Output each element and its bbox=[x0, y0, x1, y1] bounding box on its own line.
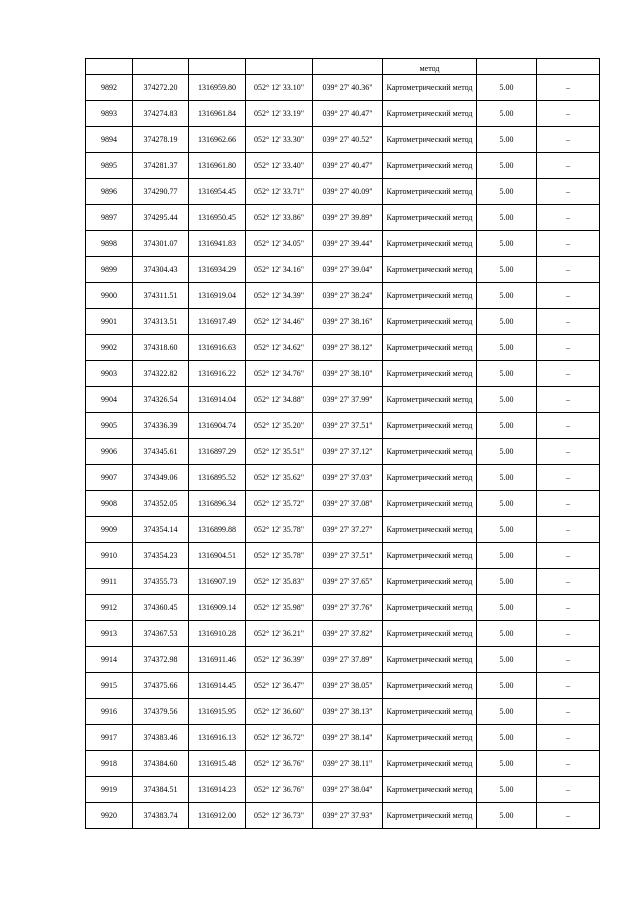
table-body bbox=[86, 59, 600, 829]
description-cell: – bbox=[537, 569, 600, 595]
x-coordinate-cell: 374304.43 bbox=[133, 257, 189, 283]
accuracy-cell: 5.00 bbox=[477, 491, 537, 517]
description-cell: – bbox=[537, 257, 600, 283]
y-coordinate-cell: 1316961.80 bbox=[189, 153, 246, 179]
y-coordinate-cell: 1316904.51 bbox=[189, 543, 246, 569]
table-cell bbox=[86, 59, 133, 75]
method-cell: Картометрический метод bbox=[383, 517, 477, 543]
description-cell: – bbox=[537, 465, 600, 491]
y-coordinate-cell: 1316904.74 bbox=[189, 413, 246, 439]
description-cell: – bbox=[537, 413, 600, 439]
table-cell bbox=[477, 59, 537, 75]
longitude-cell: 039° 27' 38.16" bbox=[313, 309, 383, 335]
y-coordinate-cell: 1316914.45 bbox=[189, 673, 246, 699]
longitude-cell: 039° 27' 39.89" bbox=[313, 205, 383, 231]
accuracy-cell: 5.00 bbox=[477, 439, 537, 465]
x-coordinate-cell: 374383.46 bbox=[133, 725, 189, 751]
table-row-continuation bbox=[86, 59, 600, 75]
accuracy-cell: 5.00 bbox=[477, 283, 537, 309]
accuracy-cell: 5.00 bbox=[477, 543, 537, 569]
longitude-cell: 039° 27' 38.24" bbox=[313, 283, 383, 309]
description-cell: – bbox=[537, 543, 600, 569]
table-row bbox=[86, 491, 600, 517]
longitude-cell: 039° 27' 38.14" bbox=[313, 725, 383, 751]
x-coordinate-cell: 374349.06 bbox=[133, 465, 189, 491]
x-coordinate-cell: 374384.60 bbox=[133, 751, 189, 777]
accuracy-cell: 5.00 bbox=[477, 595, 537, 621]
longitude-cell: 039° 27' 37.08" bbox=[313, 491, 383, 517]
description-cell: – bbox=[537, 725, 600, 751]
table-row bbox=[86, 75, 600, 101]
x-coordinate-cell: 374290.77 bbox=[133, 179, 189, 205]
latitude-cell: 052° 12' 34.88" bbox=[246, 387, 313, 413]
description-cell: – bbox=[537, 439, 600, 465]
x-coordinate-cell: 374295.44 bbox=[133, 205, 189, 231]
table-row bbox=[86, 517, 600, 543]
point-number-cell: 9907 bbox=[86, 465, 133, 491]
method-cell: Картометрический метод bbox=[383, 283, 477, 309]
table-row bbox=[86, 231, 600, 257]
accuracy-cell: 5.00 bbox=[477, 361, 537, 387]
method-cell: Картометрический метод bbox=[383, 439, 477, 465]
y-coordinate-cell: 1316934.29 bbox=[189, 257, 246, 283]
description-cell: – bbox=[537, 673, 600, 699]
latitude-cell: 052° 12' 34.76" bbox=[246, 361, 313, 387]
y-coordinate-cell: 1316962.66 bbox=[189, 127, 246, 153]
method-cell: Картометрический метод bbox=[383, 803, 477, 829]
x-coordinate-cell: 374372.98 bbox=[133, 647, 189, 673]
longitude-cell: 039° 27' 39.04" bbox=[313, 257, 383, 283]
accuracy-cell: 5.00 bbox=[477, 127, 537, 153]
latitude-cell: 052° 12' 35.98" bbox=[246, 595, 313, 621]
y-coordinate-cell: 1316916.22 bbox=[189, 361, 246, 387]
method-cell: Картометрический метод bbox=[383, 361, 477, 387]
table-row bbox=[86, 465, 600, 491]
accuracy-cell: 5.00 bbox=[477, 465, 537, 491]
x-coordinate-cell: 374322.82 bbox=[133, 361, 189, 387]
longitude-cell: 039° 27' 38.12" bbox=[313, 335, 383, 361]
point-number-cell: 9918 bbox=[86, 751, 133, 777]
method-cell: Картометрический метод bbox=[383, 335, 477, 361]
latitude-cell: 052° 12' 33.30" bbox=[246, 127, 313, 153]
accuracy-cell: 5.00 bbox=[477, 231, 537, 257]
point-number-cell: 9903 bbox=[86, 361, 133, 387]
point-number-cell: 9904 bbox=[86, 387, 133, 413]
accuracy-cell: 5.00 bbox=[477, 621, 537, 647]
latitude-cell: 052° 12' 36.73" bbox=[246, 803, 313, 829]
method-cell: Картометрический метод bbox=[383, 725, 477, 751]
accuracy-cell: 5.00 bbox=[477, 335, 537, 361]
point-number-cell: 9912 bbox=[86, 595, 133, 621]
x-coordinate-cell: 374311.51 bbox=[133, 283, 189, 309]
table-row bbox=[86, 309, 600, 335]
longitude-cell: 039° 27' 37.65" bbox=[313, 569, 383, 595]
description-cell: – bbox=[537, 621, 600, 647]
point-number-cell: 9913 bbox=[86, 621, 133, 647]
method-cell: Картометрический метод bbox=[383, 595, 477, 621]
y-coordinate-cell: 1316896.34 bbox=[189, 491, 246, 517]
description-cell: – bbox=[537, 595, 600, 621]
longitude-cell: 039° 27' 37.12" bbox=[313, 439, 383, 465]
longitude-cell: 039° 27' 37.89" bbox=[313, 647, 383, 673]
x-coordinate-cell: 374313.51 bbox=[133, 309, 189, 335]
description-cell: – bbox=[537, 699, 600, 725]
y-coordinate-cell: 1316961.84 bbox=[189, 101, 246, 127]
longitude-cell: 039° 27' 40.52" bbox=[313, 127, 383, 153]
table-row bbox=[86, 699, 600, 725]
table-row bbox=[86, 569, 600, 595]
method-cell: Картометрический метод bbox=[383, 127, 477, 153]
point-number-cell: 9901 bbox=[86, 309, 133, 335]
table-row bbox=[86, 387, 600, 413]
latitude-cell: 052° 12' 34.16" bbox=[246, 257, 313, 283]
table-row bbox=[86, 673, 600, 699]
y-coordinate-cell: 1316910.28 bbox=[189, 621, 246, 647]
y-coordinate-cell: 1316954.45 bbox=[189, 179, 246, 205]
y-coordinate-cell: 1316915.95 bbox=[189, 699, 246, 725]
point-number-cell: 9914 bbox=[86, 647, 133, 673]
x-coordinate-cell: 374354.23 bbox=[133, 543, 189, 569]
method-cell: Картометрический метод bbox=[383, 413, 477, 439]
x-coordinate-cell: 374301.07 bbox=[133, 231, 189, 257]
accuracy-cell: 5.00 bbox=[477, 751, 537, 777]
longitude-cell: 039° 27' 37.27" bbox=[313, 517, 383, 543]
method-cell: Картометрический метод bbox=[383, 205, 477, 231]
y-coordinate-cell: 1316909.14 bbox=[189, 595, 246, 621]
point-number-cell: 9919 bbox=[86, 777, 133, 803]
latitude-cell: 052° 12' 33.40" bbox=[246, 153, 313, 179]
table-cell bbox=[246, 59, 313, 75]
x-coordinate-cell: 374355.73 bbox=[133, 569, 189, 595]
point-number-cell: 9899 bbox=[86, 257, 133, 283]
y-coordinate-cell: 1316907.19 bbox=[189, 569, 246, 595]
table-row bbox=[86, 439, 600, 465]
point-number-cell: 9909 bbox=[86, 517, 133, 543]
table-row bbox=[86, 257, 600, 283]
longitude-cell: 039° 27' 38.04" bbox=[313, 777, 383, 803]
y-coordinate-cell: 1316941.83 bbox=[189, 231, 246, 257]
table-cell bbox=[537, 59, 600, 75]
method-cell: Картометрический метод bbox=[383, 387, 477, 413]
method-cell: Картометрический метод bbox=[383, 153, 477, 179]
x-coordinate-cell: 374336.39 bbox=[133, 413, 189, 439]
method-cell: Картометрический метод bbox=[383, 179, 477, 205]
description-cell: – bbox=[537, 231, 600, 257]
table-cell bbox=[189, 59, 246, 75]
point-number-cell: 9893 bbox=[86, 101, 133, 127]
x-coordinate-cell: 374326.54 bbox=[133, 387, 189, 413]
point-number-cell: 9895 bbox=[86, 153, 133, 179]
latitude-cell: 052° 12' 36.47" bbox=[246, 673, 313, 699]
point-number-cell: 9900 bbox=[86, 283, 133, 309]
table-row bbox=[86, 413, 600, 439]
accuracy-cell: 5.00 bbox=[477, 387, 537, 413]
description-cell: – bbox=[537, 647, 600, 673]
table-row bbox=[86, 127, 600, 153]
accuracy-cell: 5.00 bbox=[477, 803, 537, 829]
accuracy-cell: 5.00 bbox=[477, 647, 537, 673]
latitude-cell: 052° 12' 35.62" bbox=[246, 465, 313, 491]
method-cell: Картометрический метод bbox=[383, 621, 477, 647]
description-cell: – bbox=[537, 153, 600, 179]
x-coordinate-cell: 374383.74 bbox=[133, 803, 189, 829]
method-cell: Картометрический метод bbox=[383, 699, 477, 725]
longitude-cell: 039° 27' 40.09" bbox=[313, 179, 383, 205]
latitude-cell: 052° 12' 34.62" bbox=[246, 335, 313, 361]
x-coordinate-cell: 374278.19 bbox=[133, 127, 189, 153]
method-cell: Картометрический метод bbox=[383, 309, 477, 335]
accuracy-cell: 5.00 bbox=[477, 725, 537, 751]
method-cell: Картометрический метод bbox=[383, 75, 477, 101]
table-row bbox=[86, 595, 600, 621]
accuracy-cell: 5.00 bbox=[477, 413, 537, 439]
x-coordinate-cell: 374281.37 bbox=[133, 153, 189, 179]
latitude-cell: 052° 12' 33.10" bbox=[246, 75, 313, 101]
accuracy-cell: 5.00 bbox=[477, 179, 537, 205]
longitude-cell: 039° 27' 37.76" bbox=[313, 595, 383, 621]
table-row bbox=[86, 179, 600, 205]
y-coordinate-cell: 1316911.46 bbox=[189, 647, 246, 673]
x-coordinate-cell: 374354.14 bbox=[133, 517, 189, 543]
accuracy-cell: 5.00 bbox=[477, 257, 537, 283]
accuracy-cell: 5.00 bbox=[477, 517, 537, 543]
table-row bbox=[86, 621, 600, 647]
latitude-cell: 052° 12' 36.39" bbox=[246, 647, 313, 673]
latitude-cell: 052° 12' 35.78" bbox=[246, 517, 313, 543]
longitude-cell: 039° 27' 40.47" bbox=[313, 153, 383, 179]
description-cell: – bbox=[537, 179, 600, 205]
y-coordinate-cell: 1316915.48 bbox=[189, 751, 246, 777]
point-number-cell: 9892 bbox=[86, 75, 133, 101]
longitude-cell: 039° 27' 38.13" bbox=[313, 699, 383, 725]
longitude-cell: 039° 27' 38.05" bbox=[313, 673, 383, 699]
point-number-cell: 9915 bbox=[86, 673, 133, 699]
longitude-cell: 039° 27' 38.10" bbox=[313, 361, 383, 387]
x-coordinate-cell: 374384.51 bbox=[133, 777, 189, 803]
longitude-cell: 039° 27' 39.44" bbox=[313, 231, 383, 257]
longitude-cell: 039° 27' 37.93" bbox=[313, 803, 383, 829]
table-row bbox=[86, 647, 600, 673]
point-number-cell: 9911 bbox=[86, 569, 133, 595]
description-cell: – bbox=[537, 309, 600, 335]
latitude-cell: 052° 12' 36.60" bbox=[246, 699, 313, 725]
description-cell: – bbox=[537, 517, 600, 543]
method-cell: Картометрический метод bbox=[383, 257, 477, 283]
longitude-cell: 039° 27' 38.11" bbox=[313, 751, 383, 777]
table-row bbox=[86, 777, 600, 803]
table-row bbox=[86, 751, 600, 777]
table-row bbox=[86, 335, 600, 361]
y-coordinate-cell: 1316919.04 bbox=[189, 283, 246, 309]
y-coordinate-cell: 1316899.88 bbox=[189, 517, 246, 543]
latitude-cell: 052° 12' 33.71" bbox=[246, 179, 313, 205]
point-number-cell: 9902 bbox=[86, 335, 133, 361]
accuracy-cell: 5.00 bbox=[477, 75, 537, 101]
point-number-cell: 9897 bbox=[86, 205, 133, 231]
accuracy-cell: 5.00 bbox=[477, 777, 537, 803]
method-cell: Картометрический метод bbox=[383, 465, 477, 491]
point-number-cell: 9916 bbox=[86, 699, 133, 725]
method-cell: Картометрический метод bbox=[383, 647, 477, 673]
y-coordinate-cell: 1316914.04 bbox=[189, 387, 246, 413]
table-row bbox=[86, 101, 600, 127]
description-cell: – bbox=[537, 803, 600, 829]
longitude-cell: 039° 27' 37.82" bbox=[313, 621, 383, 647]
method-cell: Картометрический метод bbox=[383, 101, 477, 127]
accuracy-cell: 5.00 bbox=[477, 569, 537, 595]
longitude-cell: 039° 27' 37.99" bbox=[313, 387, 383, 413]
method-cell: Картометрический метод bbox=[383, 751, 477, 777]
method-cell: Картометрический метод bbox=[383, 543, 477, 569]
accuracy-cell: 5.00 bbox=[477, 205, 537, 231]
point-number-cell: 9910 bbox=[86, 543, 133, 569]
point-number-cell: 9898 bbox=[86, 231, 133, 257]
table-cell bbox=[313, 59, 383, 75]
description-cell: – bbox=[537, 491, 600, 517]
x-coordinate-cell: 374367.53 bbox=[133, 621, 189, 647]
y-coordinate-cell: 1316912.00 bbox=[189, 803, 246, 829]
x-coordinate-cell: 374352.05 bbox=[133, 491, 189, 517]
y-coordinate-cell: 1316914.23 bbox=[189, 777, 246, 803]
longitude-cell: 039° 27' 37.51" bbox=[313, 413, 383, 439]
y-coordinate-cell: 1316959.80 bbox=[189, 75, 246, 101]
description-cell: – bbox=[537, 205, 600, 231]
latitude-cell: 052° 12' 36.76" bbox=[246, 751, 313, 777]
y-coordinate-cell: 1316895.52 bbox=[189, 465, 246, 491]
latitude-cell: 052° 12' 35.83" bbox=[246, 569, 313, 595]
method-cell: Картометрический метод bbox=[383, 673, 477, 699]
latitude-cell: 052° 12' 36.72" bbox=[246, 725, 313, 751]
description-cell: – bbox=[537, 777, 600, 803]
table-row bbox=[86, 283, 600, 309]
y-coordinate-cell: 1316917.49 bbox=[189, 309, 246, 335]
longitude-cell: 039° 27' 40.36" bbox=[313, 75, 383, 101]
description-cell: – bbox=[537, 335, 600, 361]
point-number-cell: 9894 bbox=[86, 127, 133, 153]
x-coordinate-cell: 374274.83 bbox=[133, 101, 189, 127]
table-row bbox=[86, 205, 600, 231]
description-cell: – bbox=[537, 101, 600, 127]
coordinates-table bbox=[85, 58, 600, 829]
point-number-cell: 9906 bbox=[86, 439, 133, 465]
method-cell: Картометрический метод bbox=[383, 569, 477, 595]
point-number-cell: 9905 bbox=[86, 413, 133, 439]
description-cell: – bbox=[537, 127, 600, 153]
method-cell: Картометрический метод bbox=[383, 777, 477, 803]
accuracy-cell: 5.00 bbox=[477, 101, 537, 127]
table-row bbox=[86, 725, 600, 751]
accuracy-cell: 5.00 bbox=[477, 153, 537, 179]
latitude-cell: 052° 12' 36.76" bbox=[246, 777, 313, 803]
description-cell: – bbox=[537, 361, 600, 387]
table-row bbox=[86, 803, 600, 829]
latitude-cell: 052° 12' 35.51" bbox=[246, 439, 313, 465]
latitude-cell: 052° 12' 34.39" bbox=[246, 283, 313, 309]
point-number-cell: 9917 bbox=[86, 725, 133, 751]
latitude-cell: 052° 12' 34.46" bbox=[246, 309, 313, 335]
x-coordinate-cell: 374272.20 bbox=[133, 75, 189, 101]
longitude-cell: 039° 27' 37.51" bbox=[313, 543, 383, 569]
longitude-cell: 039° 27' 37.03" bbox=[313, 465, 383, 491]
description-cell: – bbox=[537, 75, 600, 101]
accuracy-cell: 5.00 bbox=[477, 699, 537, 725]
description-cell: – bbox=[537, 387, 600, 413]
y-coordinate-cell: 1316916.63 bbox=[189, 335, 246, 361]
x-coordinate-cell: 374318.60 bbox=[133, 335, 189, 361]
table-row bbox=[86, 543, 600, 569]
point-number-cell: 9908 bbox=[86, 491, 133, 517]
x-coordinate-cell: 374360.45 bbox=[133, 595, 189, 621]
latitude-cell: 052° 12' 35.72" bbox=[246, 491, 313, 517]
latitude-cell: 052° 12' 33.86" bbox=[246, 205, 313, 231]
table-row bbox=[86, 361, 600, 387]
description-cell: – bbox=[537, 283, 600, 309]
latitude-cell: 052° 12' 34.05" bbox=[246, 231, 313, 257]
method-cell: Картометрический метод bbox=[383, 231, 477, 257]
latitude-cell: 052° 12' 33.19" bbox=[246, 101, 313, 127]
accuracy-cell: 5.00 bbox=[477, 309, 537, 335]
description-cell: – bbox=[537, 751, 600, 777]
x-coordinate-cell: 374375.66 bbox=[133, 673, 189, 699]
longitude-cell: 039° 27' 40.47" bbox=[313, 101, 383, 127]
x-coordinate-cell: 374379.56 bbox=[133, 699, 189, 725]
latitude-cell: 052° 12' 36.21" bbox=[246, 621, 313, 647]
y-coordinate-cell: 1316950.45 bbox=[189, 205, 246, 231]
accuracy-cell: 5.00 bbox=[477, 673, 537, 699]
latitude-cell: 052° 12' 35.20" bbox=[246, 413, 313, 439]
point-number-cell: 9896 bbox=[86, 179, 133, 205]
y-coordinate-cell: 1316916.13 bbox=[189, 725, 246, 751]
method-cell: Картометрический метод bbox=[383, 491, 477, 517]
table-row bbox=[86, 153, 600, 179]
latitude-cell: 052° 12' 35.78" bbox=[246, 543, 313, 569]
point-number-cell: 9920 bbox=[86, 803, 133, 829]
y-coordinate-cell: 1316897.29 bbox=[189, 439, 246, 465]
x-coordinate-cell: 374345.61 bbox=[133, 439, 189, 465]
table-cell bbox=[133, 59, 189, 75]
method-cell-fragment: метод bbox=[383, 59, 477, 75]
